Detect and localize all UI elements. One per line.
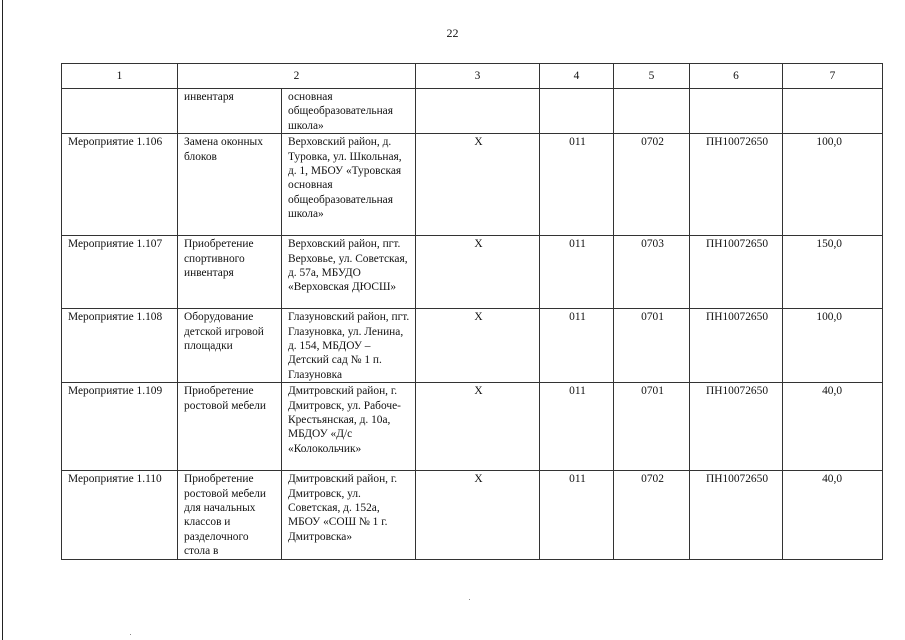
- event-cell: Мероприятие 1.109: [62, 383, 178, 471]
- target-code-cell: ПН10072650: [690, 309, 783, 383]
- budget-table: [61, 63, 883, 560]
- code-cell: 011: [540, 383, 614, 471]
- header-row: [62, 64, 883, 89]
- header-cell: 5: [614, 64, 690, 89]
- table-row: [62, 383, 883, 471]
- amount-cell: 150,0: [783, 236, 883, 309]
- target-code-cell: ПН10072650: [690, 236, 783, 309]
- amount-cell: 40,0: [783, 383, 883, 471]
- page-edge-line: [2, 0, 3, 640]
- description-cell: Приобретение спортивного инвентаря: [178, 236, 282, 309]
- location-cell: Верховский район, пгт. Верховье, ул. Советская, д. 57а, МБУДО «Верховская ДЮСШ»: [282, 236, 416, 309]
- amount-cell: 100,0: [783, 134, 883, 236]
- location-cell: Верховский район, д. Туровка, ул. Школьная, д. 1, МБОУ «Туровская основная общеобразовательная школа»: [282, 134, 416, 236]
- code-cell: [540, 89, 614, 134]
- location-cell: Дмитровский район, г. Дмитровск, ул. Рабоче-Крестьянская, д. 10а, МБДОУ «Д/с «Колокольчик»: [282, 383, 416, 471]
- mark-cell: Х: [416, 134, 540, 236]
- location-cell: Дмитровский район, г. Дмитровск, ул. Советская, д. 152а, МБОУ «СОШ № 1 г. Дмитровска»: [282, 471, 416, 559]
- header-cell: 2: [178, 64, 416, 89]
- code-cell: 011: [540, 134, 614, 236]
- mark-cell: Х: [416, 471, 540, 559]
- event-cell: Мероприятие 1.106: [62, 134, 178, 236]
- description-cell: Приобретение ростовой мебели: [178, 383, 282, 471]
- event-cell: Мероприятие 1.108: [62, 309, 178, 383]
- page-number: 22: [446, 26, 459, 40]
- code-cell: 011: [540, 236, 614, 309]
- section-cell: 0703: [614, 236, 690, 309]
- section-cell: 0701: [614, 383, 690, 471]
- location-cell: Глазуновский район, пгт. Глазуновка, ул. Ленина, д. 154, МБДОУ – Детский сад № 1 п. Глазуновка: [282, 309, 416, 383]
- description-cell: Приобретение ростовой мебели для начальных классов и разделочного стола в: [178, 471, 282, 559]
- event-cell: Мероприятие 1.107: [62, 236, 178, 309]
- scan-speck: [469, 599, 470, 600]
- header-cell: 1: [62, 64, 178, 89]
- table-row: [62, 89, 883, 134]
- mark-cell: Х: [416, 236, 540, 309]
- table-row: [62, 134, 883, 236]
- section-cell: 0701: [614, 309, 690, 383]
- section-cell: 0702: [614, 471, 690, 559]
- header-cell: 3: [416, 64, 540, 89]
- target-code-cell: ПН10072650: [690, 383, 783, 471]
- target-code-cell: ПН10072650: [690, 471, 783, 559]
- mark-cell: Х: [416, 309, 540, 383]
- mark-cell: [416, 89, 540, 134]
- header-cell: 6: [690, 64, 783, 89]
- code-cell: 011: [540, 309, 614, 383]
- section-cell: 0702: [614, 134, 690, 236]
- table-row: [62, 471, 883, 559]
- scan-speck: [130, 634, 131, 635]
- code-cell: 011: [540, 471, 614, 559]
- description-cell: Оборудование детской игровой площадки: [178, 309, 282, 383]
- table-row: [62, 309, 883, 383]
- header-cell: 7: [783, 64, 883, 89]
- amount-cell: 100,0: [783, 309, 883, 383]
- table-row: [62, 236, 883, 309]
- description-cell: инвентаря: [178, 89, 282, 134]
- event-cell: Мероприятие 1.110: [62, 471, 178, 559]
- mark-cell: Х: [416, 383, 540, 471]
- header-cell: 4: [540, 64, 614, 89]
- amount-cell: 40,0: [783, 471, 883, 559]
- target-code-cell: ПН10072650: [690, 134, 783, 236]
- event-cell: [62, 89, 178, 134]
- target-code-cell: [690, 89, 783, 134]
- section-cell: [614, 89, 690, 134]
- amount-cell: [783, 89, 883, 134]
- description-cell: Замена оконных блоков: [178, 134, 282, 236]
- location-cell: основная общеобразовательная школа»: [282, 89, 416, 134]
